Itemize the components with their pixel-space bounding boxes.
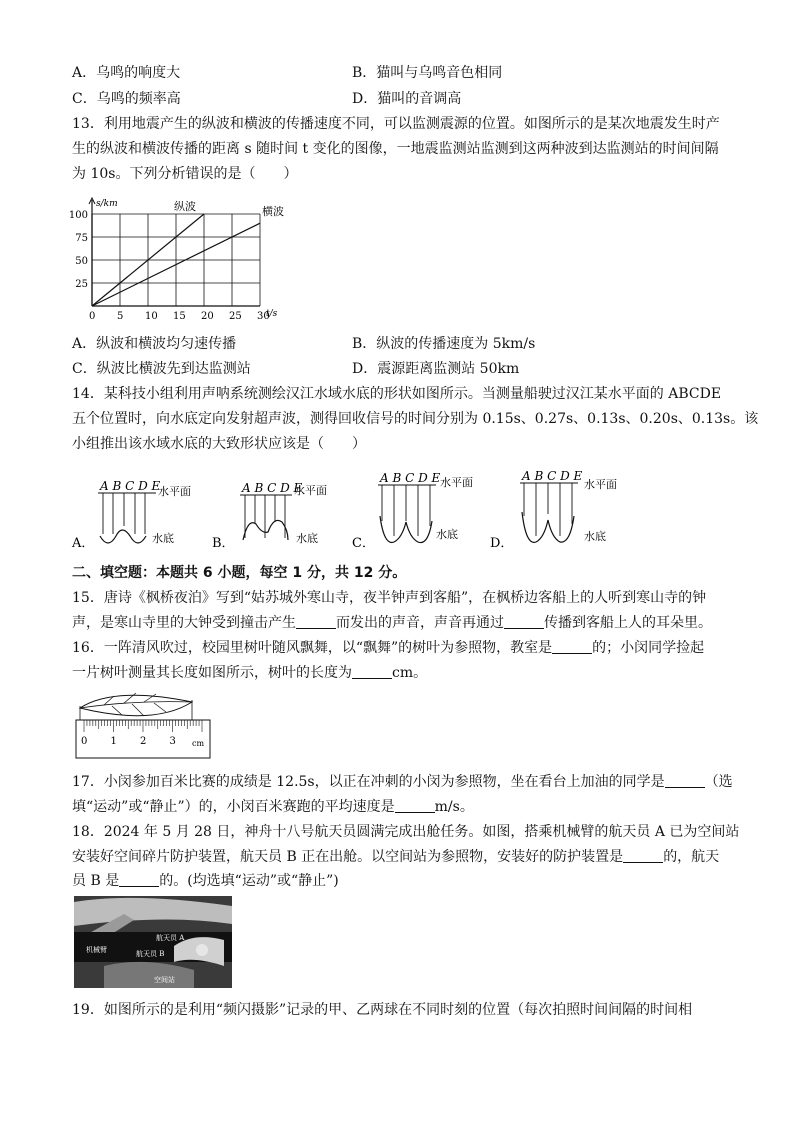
q13-stem-line1: 13．利用地震产生的纵波和横波的传播速度不同，可以监测震源的位置。如图所示的是某次地震发生时产 [72,116,720,132]
q18-line2 [72,847,719,867]
photo-label-b: 航天员 B [136,950,165,958]
leaf-drawing [80,693,192,720]
q14-c-points: A B C D E [380,471,441,485]
q16-blank-2[interactable] [352,664,392,679]
q16-blank-1[interactable] [552,639,592,654]
q13-stem-line3: 为 10s。下列分析错误的是（ ） [72,166,298,182]
x-tick-label: 15 [173,311,186,322]
q15-blank-1[interactable] [296,614,336,629]
ruler-tick-label: 2 [140,736,147,747]
q16-line2-part2: cm。 [392,665,428,681]
q14-a-option: A． [72,536,95,551]
q17-line2 [72,797,474,817]
y-tick-label: 75 [75,233,88,244]
x-tick-label: 5 [117,311,124,322]
q18-blank-1[interactable] [623,848,663,863]
q12-option-b: B．猫叫与乌鸣音色相同 [352,65,503,81]
q15-line2 [72,613,712,633]
ruler-ticks [81,720,205,748]
q18-spacewalk-photo [74,896,232,988]
q14-d-surface: 水平面 [584,478,617,491]
q16-leaf-ruler-figure [74,688,214,760]
q17-line1-part1: 17．小闵参加百米比赛的成绩是 12.5s，以正在冲刺的小闵为参照物，坐在看台上加油的同学是 [72,774,665,790]
q14-figure-a [72,472,212,554]
x-tick-label: 0 [89,311,96,322]
series-label: 横波 [262,205,284,219]
chart-labels [69,199,284,322]
x-axis-label: t/s [266,309,278,319]
q14-stem-line1: 14．某科技小组利用声呐系统测绘汉江水域水底的形状如图所示。当测量船驶过汉江某水平面的 ABCDE [72,386,722,402]
x-tick-label: 20 [201,311,214,322]
q12-option-c: C．乌鸣的频率高 [72,91,181,107]
chart-grid [89,198,260,306]
q14-d-option: D． [490,536,514,551]
q16-line2-part1: 一片树叶测量其长度如图所示，树叶的长度为 [72,665,352,681]
q17-line1 [72,772,733,792]
q15-line1: 15．唐诗《枫桥夜泊》写到“姑苏城外寒山寺，夜半钟声到客船”，在枫桥边客船上的人听到寒山寺的钟 [72,590,707,606]
q18-line3 [72,871,339,891]
q15-line2-part2: 而发出的声音，声音再通过 [336,615,504,631]
q15-line2-part1: 声，是寒山寺里的大钟受到撞击产生 [72,615,296,631]
q18-line2-part1: 安装好空间碎片防护装置，航天员 B 正在出舱。以空间站为参照物，安装好的防护装置是 [72,849,624,865]
q18-line1: 18．2024 年 5 月 28 日，神舟十八号航天员圆满完成出舱任务。如图，搭乘机械臂的航天员 A 已为空间站 [72,824,740,840]
q13-option-d: D．震源距离监测站 50km [352,361,520,377]
q12-option-a: A．乌鸣的响度大 [72,65,181,81]
photo-label-arm: 机械臂 [86,946,107,954]
x-tick-label: 25 [229,311,242,322]
q14-c-option: C． [352,536,375,551]
q13-option-a: A．纵波和横波均匀速传播 [72,336,237,352]
q16-line1-part1: 16．一阵清风吹过，校园里树叶随风飘舞，以“飘舞”的树叶为参照物，教室是 [72,640,553,656]
q14-d-points: A B C D E [522,469,583,483]
q17-line2-part2: m/s。 [434,799,474,815]
q19-line1: 19．如图所示的是利用“频闪摄影”记录的甲、乙两球在不同时刻的位置（每次拍照时间间隔的时间相 [72,1002,693,1018]
y-axis-label: s/km [96,199,118,209]
section-title: 二、填空题：本题共 6 小题，每空 1 分，共 12 分。 [72,565,407,581]
q13-stem-line2: 生的纵波和横波传播的距离 s 随时间 t 变化的图像，一地震监测站监测到这两种波到达监测站的时间间隔 [72,141,719,157]
ruler-tick-label: 0 [81,736,88,747]
q14-figure-b [212,472,352,554]
q15-line2-part3: 传播到客船上人的耳朵里。 [544,615,712,631]
q16-line1 [72,638,704,658]
q14-d-bottom: 水底 [584,530,606,543]
x-tick-label: 10 [145,311,158,322]
x-tick-label: 30 [257,311,270,322]
q13-option-b: B．纵波的传播速度为 5km/s [352,336,536,352]
q14-b-points: A B C D E [242,481,303,495]
q14-figure-d [490,464,640,554]
ruler-tick-label: 1 [110,736,117,747]
q17-blank-2[interactable] [395,798,435,813]
q13-chart [60,194,284,330]
q14-b-option: B． [212,536,235,551]
photo-label-station: 空间站 [154,976,175,984]
series-label: 纵波 [174,200,196,213]
q14-b-surface: 水平面 [294,484,327,497]
q14-c-surface: 水平面 [440,476,473,489]
q14-stem-line2: 五个位置时，向水底定向发射超声波，测得回收信号的时间分别为 0.15s、0.27s、0.13s、0.20s、0.13s。该 [72,411,759,427]
q14-figure-c [352,466,492,554]
q18-blank-2[interactable] [119,872,159,887]
y-tick-label: 100 [68,210,88,221]
q15-blank-2[interactable] [504,614,544,629]
q14-b-bottom: 水底 [296,532,318,545]
q14-a-surface: 水平面 [158,485,191,498]
ruler-unit: cm [192,739,205,748]
q18-line3-part1: 员 B 是 [72,873,120,889]
q16-line2 [72,663,427,683]
q17-blank-1[interactable] [665,773,705,788]
photo-label-a: 航天员 A [156,934,185,942]
q14-stem-line3: 小组推出该水域水底的大致形状应该是（ ） [72,436,366,452]
q13-option-c: C．纵波比横波先到达监测站 [72,361,251,377]
y-tick-label: 25 [75,279,88,290]
y-tick-label: 50 [75,256,88,267]
q18-line3-part2: 的。(均选填“运动”或“静止”) [159,873,339,889]
q14-a-bottom: 水底 [152,532,174,545]
q17-line2-part1: 填“运动”或“静止”）的，小闵百米赛跑的平均速度是 [72,799,395,815]
ruler [76,720,210,758]
q17-line1-part2: （选 [704,774,733,790]
ruler-tick-label: 3 [169,736,176,747]
q18-line2-part2: 的，航天 [663,849,720,865]
q14-a-points: A B C D E [100,479,161,493]
q16-line1-part2: 的；小闵同学捡起 [592,640,705,656]
q14-c-bottom: 水底 [436,528,458,541]
q12-option-d: D．猫叫的音调高 [352,91,462,107]
